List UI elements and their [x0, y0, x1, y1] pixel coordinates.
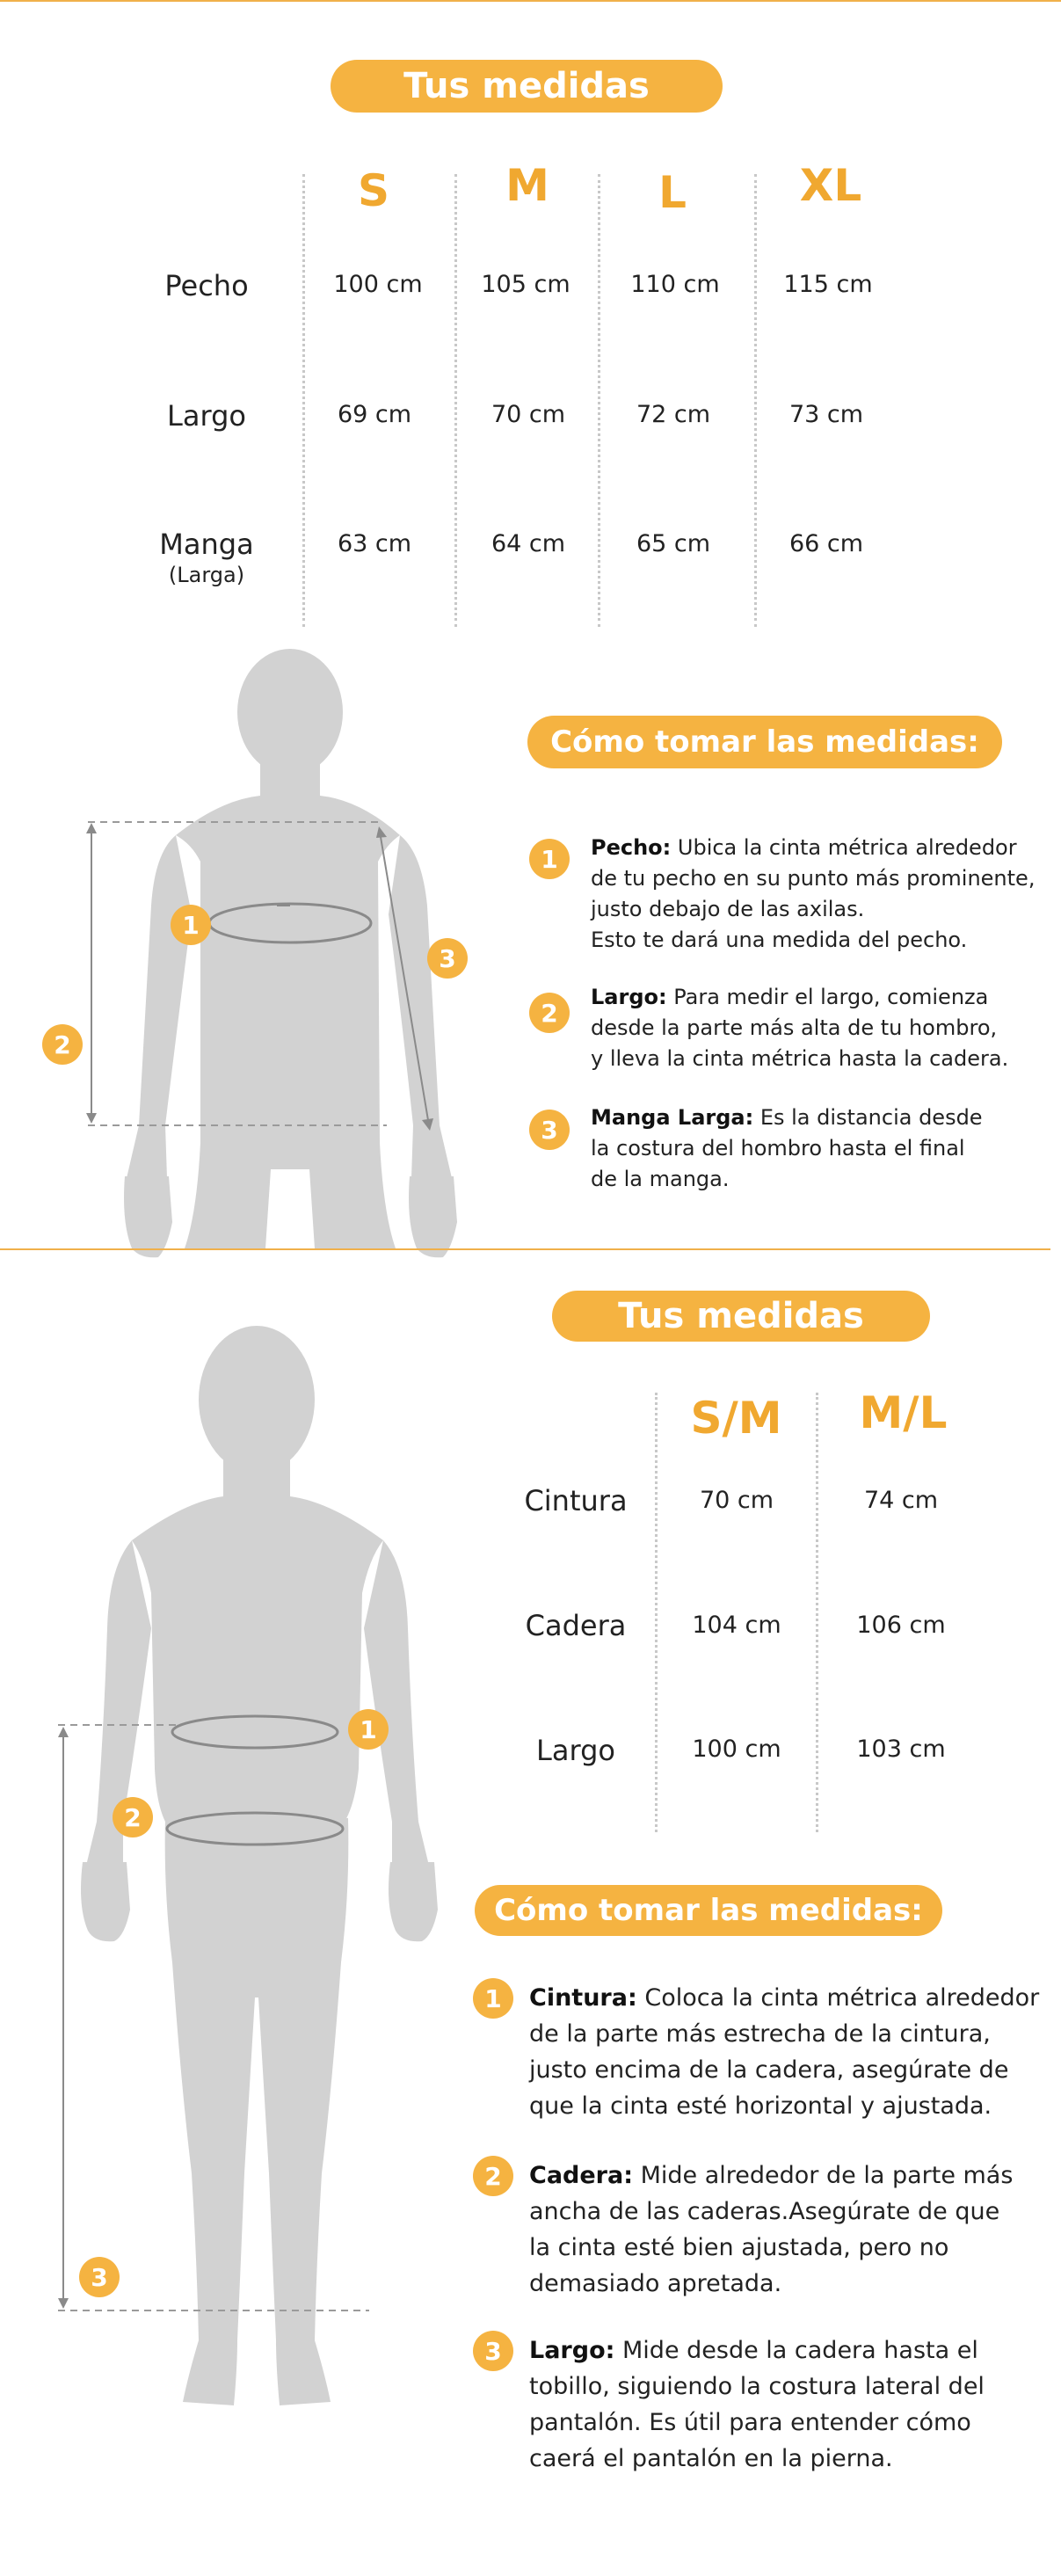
size-header-l: L	[658, 167, 687, 218]
how-to-title-top: Cómo tomar las medidas:	[527, 716, 1002, 768]
step-line: y lleva la cinta métrica hasta la cadera.	[591, 1046, 1009, 1071]
section-divider	[0, 1248, 1050, 1250]
table-cell: 100 cm	[333, 271, 423, 298]
figure-badge-3: 3	[427, 938, 468, 979]
step-line: Mide alrededor de la parte más	[633, 2162, 1014, 2189]
step-badge-3: 3	[529, 1110, 570, 1150]
step-line: la costura del hombro hasta el final	[591, 1136, 965, 1161]
step-line: Mide desde la cadera hasta el	[614, 2337, 978, 2364]
step-line: Ubica la cinta métrica alrededor	[671, 835, 1017, 860]
step-line: que la cinta esté horizontal y ajustada.	[529, 2092, 992, 2120]
table-cell: 100 cm	[692, 1736, 781, 1763]
table-cell: 70 cm	[491, 401, 566, 428]
figure-badge-2-bottom: 2	[113, 1797, 153, 1837]
size-header-xl: XL	[799, 160, 862, 211]
table-separator	[454, 174, 457, 627]
table-cell: 69 cm	[337, 401, 412, 428]
table-separator	[754, 174, 757, 627]
table-cell: 104 cm	[692, 1612, 781, 1639]
table-cell: 66 cm	[788, 530, 864, 557]
figure-badge-3-bottom: 3	[79, 2257, 120, 2297]
upper-body-figure	[0, 651, 492, 1248]
step-line: justo encima de la cadera, asegúrate de	[529, 2056, 1009, 2084]
step-line: de tu pecho en su punto más prominente,	[591, 866, 1036, 891]
table-cell: 70 cm	[699, 1487, 774, 1514]
table-cell: 106 cm	[856, 1612, 946, 1639]
size-header-s: S	[357, 165, 389, 216]
step-line: Es la distancia desde	[753, 1105, 983, 1130]
step-line: tobillo, siguiendo la costura lateral del	[529, 2373, 985, 2400]
size-header-ml: M/L	[859, 1387, 948, 1438]
step-line: Para medir el largo, comienza	[666, 985, 989, 1009]
table-cell: 115 cm	[783, 271, 873, 298]
table-cell: 105 cm	[481, 271, 570, 298]
step-term: Largo:	[529, 2337, 615, 2364]
step-line: desde la parte más alta de tu hombro,	[591, 1015, 998, 1040]
row-label-pecho: Pecho	[164, 269, 249, 302]
step-text-largo-bottom	[529, 2332, 1061, 2477]
full-body-figure	[0, 1329, 492, 2420]
section-title-top: Tus medidas	[331, 60, 723, 113]
step-badge-1: 1	[529, 839, 570, 879]
step-badge-3-bottom: 3	[473, 2331, 513, 2371]
table-separator	[598, 174, 600, 627]
step-line: pantalón. Es útil para entender cómo	[529, 2409, 971, 2436]
step-text-manga	[591, 1102, 1048, 1195]
figure-badge-1: 1	[171, 905, 211, 945]
size-header-sm: S/M	[690, 1393, 782, 1444]
step-badge-2: 2	[529, 993, 570, 1033]
top-divider	[0, 0, 1061, 2]
step-text-cintura	[529, 1980, 1061, 2124]
step-line: caerá el pantalón en la pierna.	[529, 2445, 893, 2472]
table-cell: 73 cm	[788, 401, 864, 428]
step-line: justo debajo de las axilas.	[591, 897, 865, 921]
table-separator	[655, 1393, 658, 1832]
row-sublabel-larga: (Larga)	[168, 563, 245, 587]
step-line: Coloca la cinta métrica alrededor	[636, 1984, 1040, 2012]
step-term: Cintura:	[529, 1984, 637, 2012]
table-cell: 74 cm	[863, 1487, 939, 1514]
step-line: de la manga.	[591, 1167, 730, 1191]
table-cell: 72 cm	[636, 401, 711, 428]
step-text-largo	[591, 982, 1048, 1074]
step-term: Largo:	[591, 985, 667, 1009]
figure-badge-2: 2	[42, 1024, 83, 1065]
table-separator	[816, 1393, 818, 1832]
step-badge-1-bottom: 1	[473, 1978, 513, 2019]
section-title-bottom: Tus medidas	[552, 1291, 930, 1342]
step-line: ancha de las caderas.Asegúrate de que	[529, 2198, 1000, 2225]
table-cell: 110 cm	[630, 271, 720, 298]
step-term: Cadera:	[529, 2162, 634, 2189]
size-header-m: M	[505, 160, 549, 211]
step-text-pecho	[591, 833, 1048, 956]
row-label-manga: Manga	[159, 528, 254, 561]
step-text-cadera	[529, 2158, 1061, 2302]
row-label-cintura: Cintura	[524, 1484, 628, 1517]
row-label-largo-bottom: Largo	[536, 1734, 615, 1767]
table-separator	[302, 174, 305, 627]
row-label-cadera: Cadera	[525, 1609, 627, 1642]
step-line: la cinta esté bien ajustada, pero no	[529, 2234, 949, 2261]
step-line: de la parte más estrecha de la cintura,	[529, 2020, 991, 2048]
step-badge-2-bottom: 2	[473, 2156, 513, 2196]
step-term: Manga Larga:	[591, 1105, 754, 1130]
step-line: demasiado apretada.	[529, 2270, 782, 2297]
figure-badge-1-bottom: 1	[348, 1709, 389, 1750]
table-cell: 63 cm	[337, 530, 412, 557]
step-line: Esto te dará una medida del pecho.	[591, 928, 968, 952]
step-term: Pecho:	[591, 835, 672, 860]
how-to-title-bottom: Cómo tomar las medidas:	[475, 1885, 942, 1936]
row-label-largo: Largo	[167, 399, 246, 433]
table-cell: 64 cm	[491, 530, 566, 557]
table-cell: 65 cm	[636, 530, 711, 557]
table-cell: 103 cm	[856, 1736, 946, 1763]
